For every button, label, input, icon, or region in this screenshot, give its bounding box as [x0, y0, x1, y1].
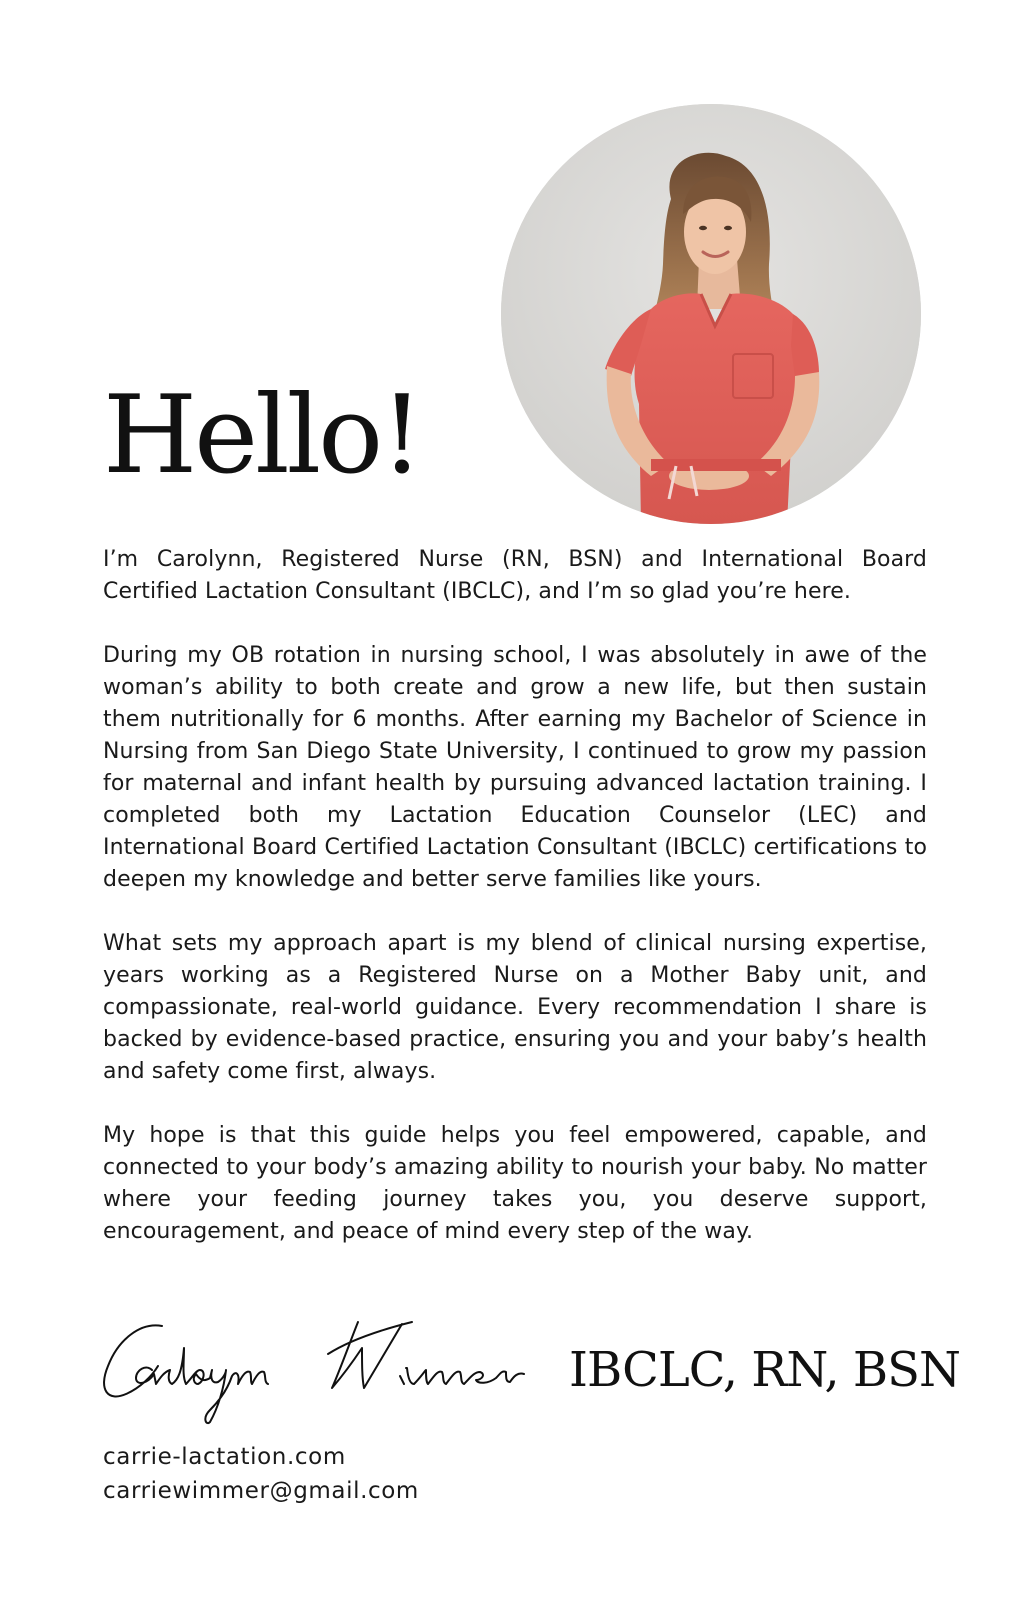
contact-info: [103, 1440, 419, 1508]
signature-block: [100, 1318, 960, 1428]
page-title: Hello!: [103, 373, 421, 498]
intro-paragraph: I’m Carolynn, Registered Nurse (RN, BSN) and International Board Certified Lactation Consultant (IBCLC), and I’m so glad you’re here.: [103, 547, 927, 604]
website-link[interactable]: carrie-lactation.com: [103, 1444, 346, 1470]
portrait-illustration: [501, 104, 921, 524]
email-link[interactable]: carriewimmer@gmail.com: [103, 1478, 419, 1504]
approach-paragraph: What sets my approach apart is my blend of clinical nursing expertise, years working as a Registered Nurse on a Mother Baby unit, and compassionate, real-world guidance. Every recommendation I share is backed by evidence-based practice, ensuring you and your baby’s health and safety come first, always.: [103, 931, 927, 1084]
credentials-text: IBCLC, RN, BSN: [569, 1342, 960, 1398]
hope-paragraph: My hope is that this guide helps you feel empowered, capable, and connected to your body’s amazing ability to nourish your baby. No matter where your feeding journey takes you, you deserve support, encouragement, and peace of mind every step of the way.: [103, 1123, 927, 1244]
bio-text: [103, 544, 927, 1280]
portrait-photo: [501, 104, 921, 524]
handwritten-signature: [100, 1318, 555, 1428]
background-paragraph: During my OB rotation in nursing school, I was absolutely in awe of the woman’s ability to both create and grow a new life, but then sustain them nutritionally for 6 months. After earning my Bachelor of Science in Nursing from San Diego State University, I continued to grow my passion for maternal and infant health by pursuing advanced lactation training. I completed both my Lactation Education Counselor (LEC) and International Board Certified Lactation Consultant (IBCLC) certifications to deepen my knowledge and better serve families like yours.: [103, 643, 927, 892]
